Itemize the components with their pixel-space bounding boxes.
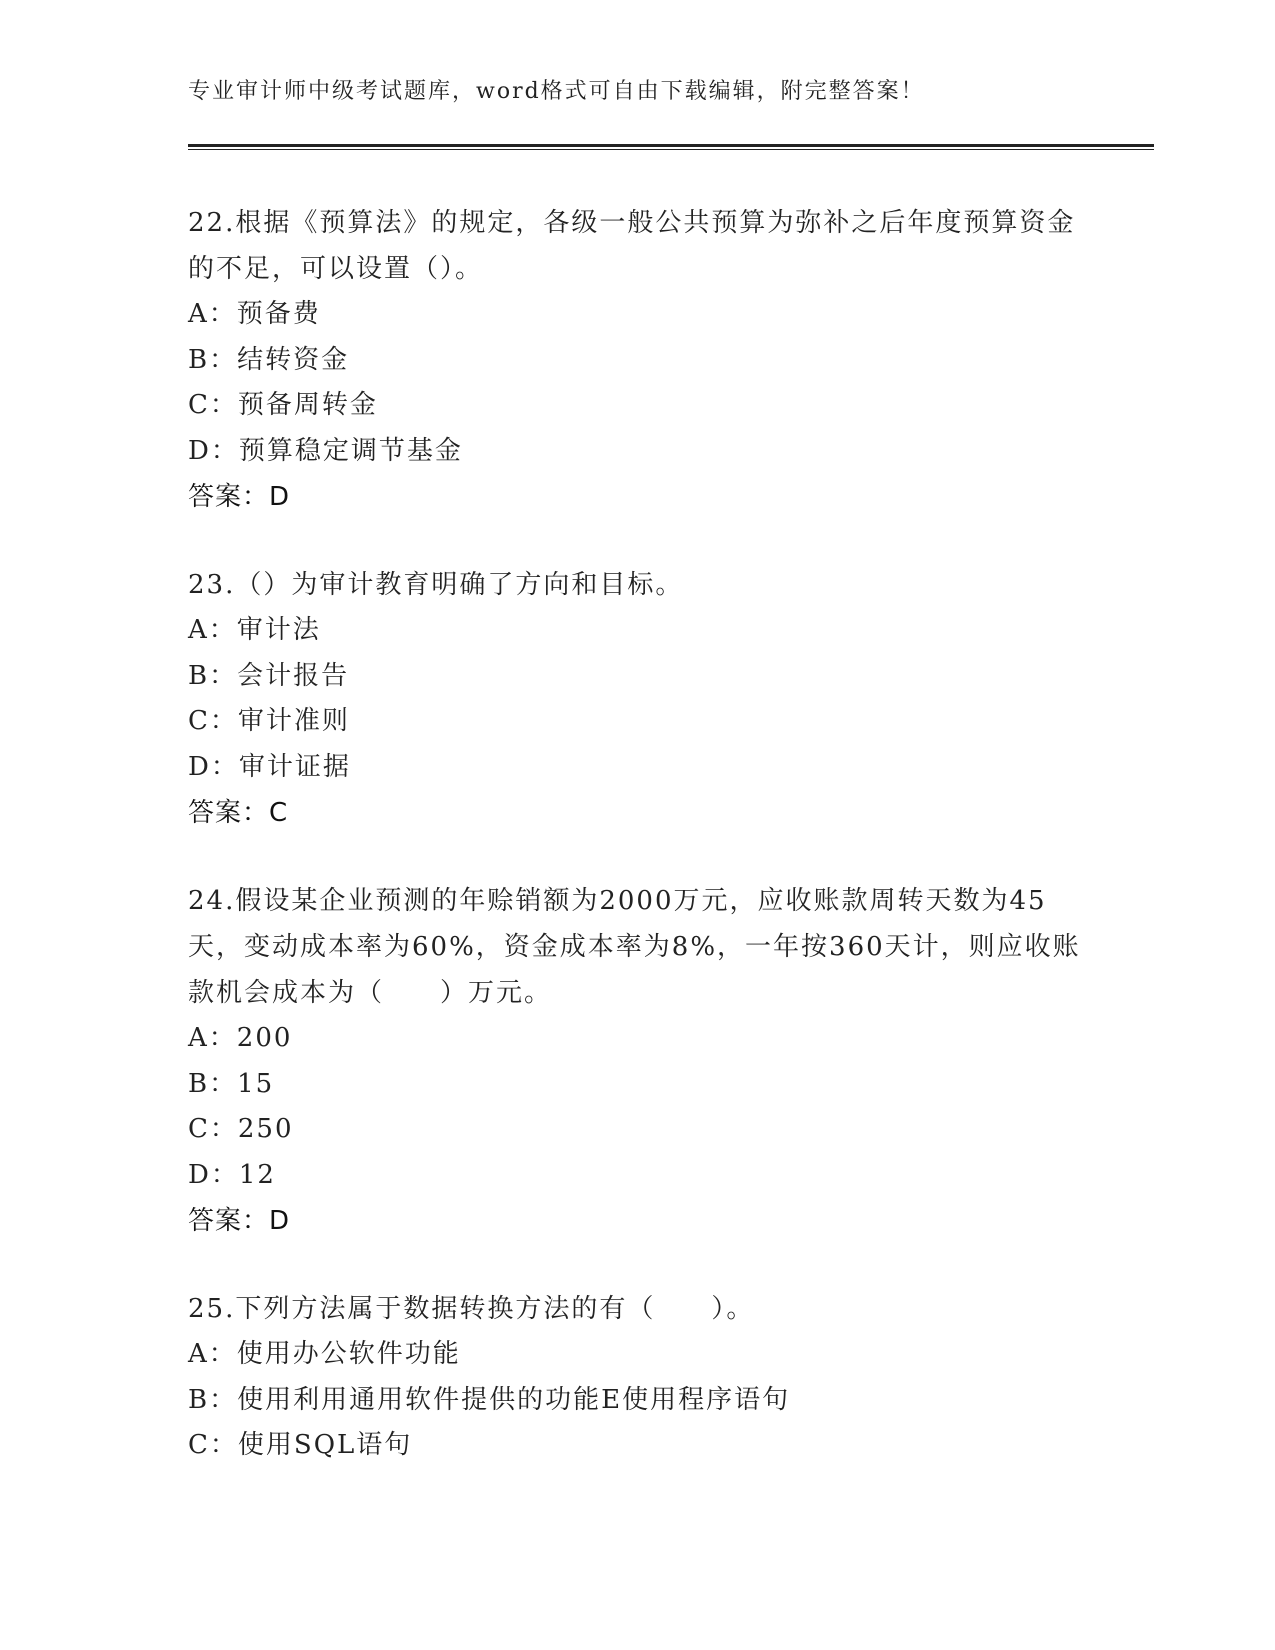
question-list	[188, 200, 1088, 1511]
option-d: D：12	[188, 1159, 276, 1190]
option-b: B：15	[188, 1068, 275, 1099]
question-stem: 24.假设某企业预测的年赊销额为2000万元，应收账款周转天数为45天，变动成本率为60%，资金成本率为8%，一年按360天计，则应收账款机会成本为（ ）万元。	[188, 886, 1081, 1008]
answer-line: 答案：C	[188, 798, 289, 828]
option-c: C：审计准则	[188, 706, 350, 736]
option-a: A：预备费	[188, 299, 321, 329]
option-c: C：使用SQL语句	[188, 1430, 413, 1460]
option-a: A：使用办公软件功能	[188, 1339, 461, 1369]
question-22	[188, 200, 1088, 520]
option-d: D：审计证据	[188, 751, 351, 782]
option-b: B：会计报告	[188, 660, 350, 691]
option-b: B：使用利用通用软件提供的功能E使用程序语句	[188, 1384, 791, 1415]
page-header: 专业审计师中级考试题库，word格式可自由下载编辑，附完整答案！	[188, 79, 925, 104]
question-24	[188, 878, 1088, 1244]
option-a: A：审计法	[188, 615, 321, 645]
option-c: C：预备周转金	[188, 390, 378, 420]
option-c: C：250	[188, 1114, 294, 1144]
option-a: A：200	[188, 1023, 293, 1053]
option-b: B：结转资金	[188, 344, 350, 375]
answer-line: 答案：D	[188, 1206, 291, 1236]
header-divider-thin	[188, 149, 1154, 150]
question-23	[188, 562, 1088, 836]
question-stem: 23.（）为审计教育明确了方向和目标。	[188, 570, 684, 600]
answer-line: 答案：D	[188, 482, 291, 512]
option-d: D：预算稳定调节基金	[188, 435, 463, 466]
question-stem: 22.根据《预算法》的规定，各级一般公共预算为弥补之后年度预算资金的不足，可以设置（）。	[188, 208, 1076, 284]
question-25	[188, 1286, 1088, 1469]
header-divider-thick	[188, 144, 1154, 147]
question-stem: 25.下列方法属于数据转换方法的有（ ）。	[188, 1294, 755, 1324]
